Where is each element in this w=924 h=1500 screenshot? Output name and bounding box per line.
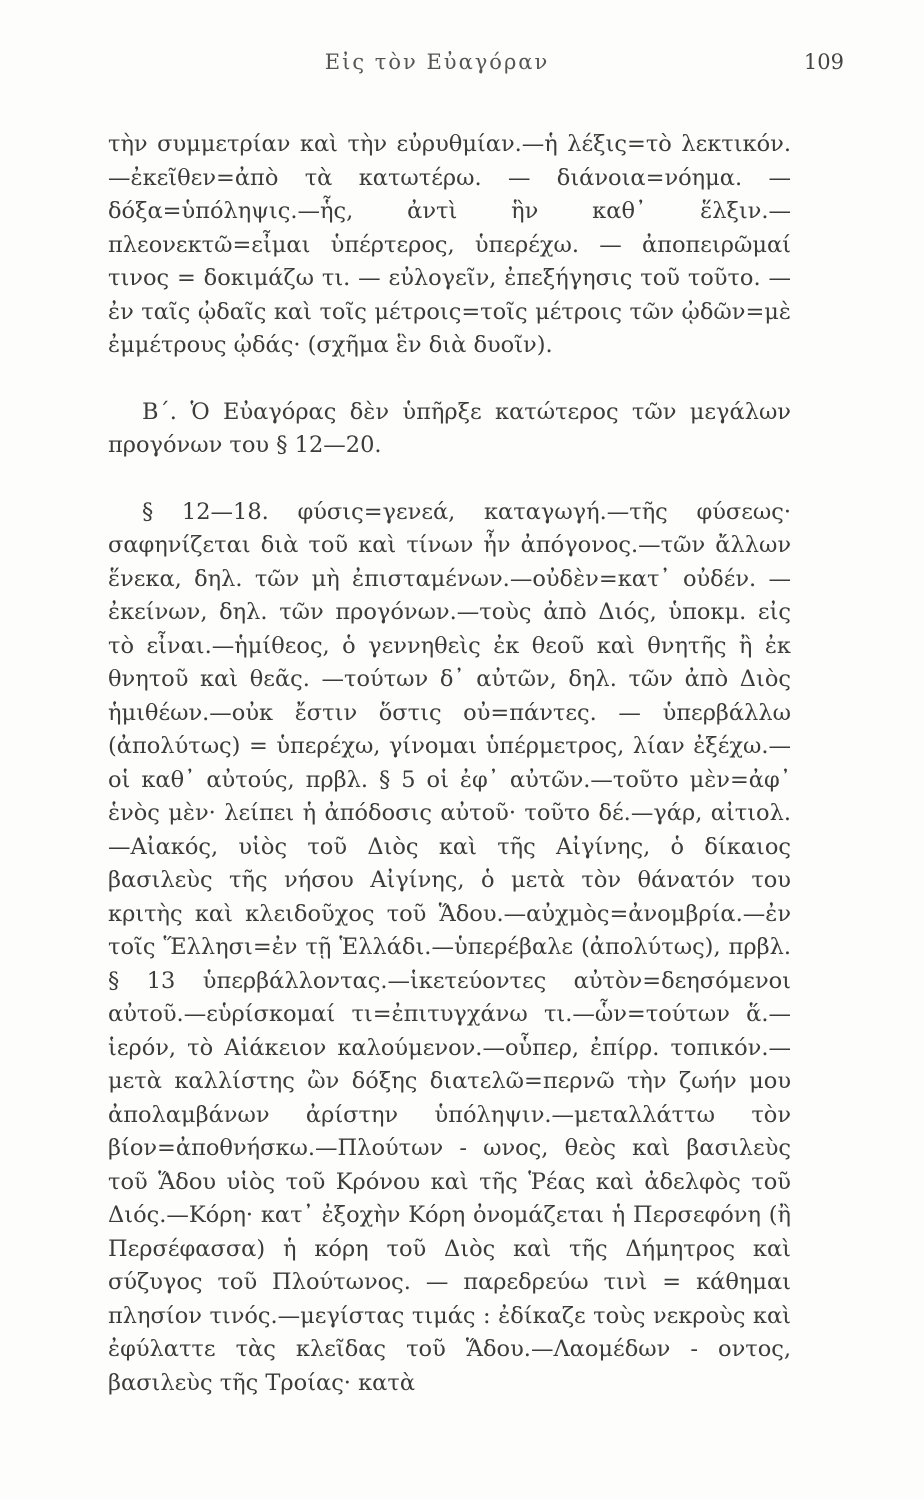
commentary-paragraph: § 12—18. φύσις=γενεά, καταγωγή.—τῆς φύσεως· σαφηνίζεται διὰ τοῦ καὶ τίνων ἦν ἀπόγονος.—τῶν ἄλλων ἕνεκα, δηλ. τῶν μὴ ἐπισταμένων.—οὐδὲν=κατ᾽ οὐδέν. — ἐκείνων, δηλ. τῶν προγόνων.—τοὺς ἀπὸ Διός, ὑποκμ. εἰς τὸ εἶναι.—ἡμίθεος, ὁ γεννηθεὶς ἐκ θεοῦ καὶ θνητῆς ἢ ἐκ θνητοῦ καὶ θεᾶς. —τούτων δ᾽ αὐτῶν, δηλ. τῶν ἀπὸ Διὸς ἡμιθέων.—οὐκ ἔστιν ὅστις οὐ=πάντες. — ὑπερβάλλω (ἀπολύτως) = ὑπερέχω, γίνομαι ὑπέρμετρος, λίαν ἐξέχω.—οἱ καθ᾽ αὐτούς, πρβλ. § 5 οἱ ἐφ᾽ αὐτῶν.—τοῦτο μὲν=ἀφ᾽ ἑνὸς μὲν· λείπει ἡ ἀπόδοσις αὐτοῦ· τοῦτο δέ.—γάρ, αἰτιολ.—Αἰακός, υἱὸς τοῦ Διὸς καὶ τῆς Αἰγίνης, ὁ δίκαιος βασιλεὺς τῆς νήσου Αἰγίνης, ὁ μετὰ τὸν θάνατόν του κριτὴς καὶ κλειδοῦχος τοῦ Ἅδου.—αὐχμὸς=ἀνομβρία.—ἐν τοῖς Ἕλλησι=ἐν τῇ Ἑλλάδι.—ὑπερέβαλε (ἀπολύτως), πρβλ. § 13 ὑπερβάλλοντας.—ἱκετεύοντες αὐτὸν=δεησόμενοι αὐτοῦ.—εὑρίσκομαί τι=ἐπιτυγχάνω τι.—ὧν=τούτων ἅ.—ἱερόν, τὸ Αἰάκειον καλούμενον.—οὗπερ, ἐπίρρ. τοπικόν.—μετὰ καλλίστης ὢν δόξης διατελῶ=περνῶ τὴν ζωήν μου ἀπολαμβάνων ἀρίστην ὑπόληψιν.—μεταλλάττω τὸν βίον=ἀποθνήσκω.—Πλούτων - ωνος, θεὸς καὶ βασιλεὺς τοῦ Ἅδου υἱὸς τοῦ Κρόνου καὶ τῆς Ῥέας καὶ ἀδελφὸς τοῦ Διός.—Κόρη· κατ᾽ ἐξοχὴν Κόρη ὀνομάζεται ἡ Περσεφόνη (ἢ Περσέφασσα) ἡ κόρη τοῦ Διὸς καὶ τῆς Δήμητρος καὶ σύζυγος τοῦ Πλούτωνος. — παρεδρεύω τινὶ = κάθημαι πλησίον τινός.—μεγίστας τιμάς : ἐδίκαζε τοὺς νεκροὺς καὶ ἐφύλαττε τὰς κλεῖδας τοῦ Ἅδου.—Λαομέδων - οντος, βασιλεὺς τῆς Τροίας· κατὰ: [108, 498, 791, 1396]
section-heading: Β΄. Ὁ Εὐαγόρας δὲν ὑπῆρξε κατώτερος τῶν μεγάλων προγόνων του § 12—20.: [108, 398, 791, 458]
page-header: [90, 50, 844, 90]
commentary-paragraph: τὴν συμμετρίαν καὶ τὴν εὐρυθμίαν.—ἡ λέξις=τὸ λεκτικόν.—ἐκεῖθεν=ἀπὸ τὰ κατωτέρω. — διάνοια=νόημα. — δόξα=ὑπόληψις.—ἧς, ἀντὶ ἣν καθ᾽ ἕλξιν.—πλεονεκτῶ=εἶμαι ὑπέρτερος, ὑπερέχω. — ἀποπειρῶμαί τινος = δοκιμάζω τι. — εὐλογεῖν, ἐπεξήγησις τοῦ τοῦτο. — ἐν ταῖς ᾠδαῖς καὶ τοῖς μέτροις=τοῖς μέτροις τῶν ᾠδῶν=μὲ ἐμμέτρους ᾠδάς· (σχῆμα ἓν διὰ δυοῖν).: [108, 131, 791, 358]
running-title: Εἰς τὸν Εὐαγόραν: [324, 50, 550, 74]
commentary-text: [108, 128, 791, 1400]
page-number: 109: [803, 50, 844, 74]
